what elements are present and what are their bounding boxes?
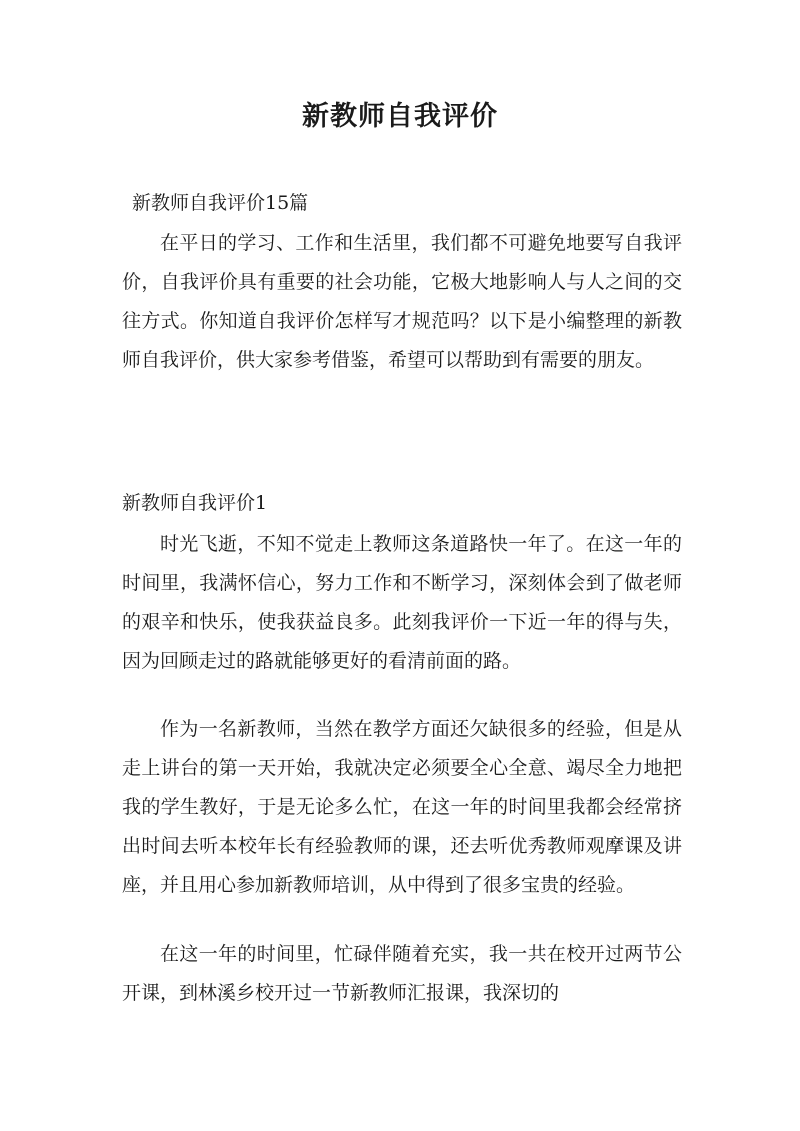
body-paragraph: 作为一名新教师，当然在教学方面还欠缺很多的经验，但是从走上讲台的第一天开始，我就决定必须要全心全意、竭尽全力地把我的学生教好，于是无论多么忙，在这一年的时间里我都会经常挤出时间去听本校年长有经验教师的课，还去听优秀教师观摩课及讲座，并且用心参加新教师培训，从中得到了很多宝贵的经验。	[122, 718, 682, 896]
document-title: 新教师自我评价	[302, 101, 498, 132]
body-paragraph: 时光飞逝，不知不觉走上教师这条道路快一年了。在这一年的时间里，我满怀信心，努力工作和不断学习，深刻体会到了做老师的艰辛和快乐，使我获益良多。此刻我评价一下近一年的得与失，因为回顾走过的路就能够更好的看清前面的路。	[122, 533, 682, 672]
intro-paragraph: 在平日的学习、工作和生活里，我们都不可避免地要写自我评价，自我评价具有重要的社会功能，它极大地影响人与人之间的交往方式。你知道自我评价怎样写才规范吗？以下是小编整理的新教师自我评价，供大家参考借鉴，希望可以帮助到有需要的朋友。	[122, 232, 682, 371]
body-paragraph: 在这一年的时间里，忙碌伴随着充实，我一共在校开过两节公开课，到林溪乡校开过一节新教师汇报课，我深切的	[122, 943, 682, 1004]
document-subtitle: 新教师自我评价15篇	[132, 192, 309, 214]
section-heading: 新教师自我评价1	[122, 492, 268, 514]
